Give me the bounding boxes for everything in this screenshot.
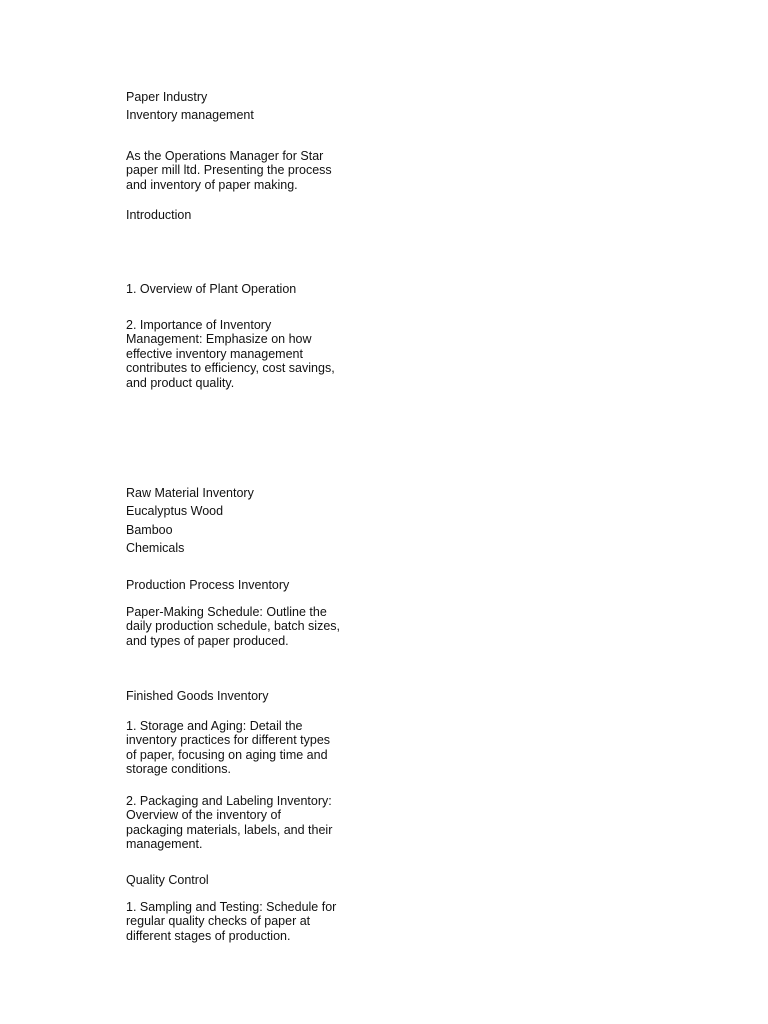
- overview-item: 1. Overview of Plant Operation: [126, 282, 297, 296]
- quality-control-heading: Quality Control: [126, 873, 209, 887]
- raw-material-item: Bamboo: [126, 523, 173, 537]
- packaging-labeling-item: 2. Packaging and Labeling Inventory: Overview of the inventory of packaging materials, labels, and their management.: [126, 794, 333, 852]
- raw-material-item: Chemicals: [126, 541, 185, 555]
- sampling-testing-item: 1. Sampling and Testing: Schedule for regular quality checks of paper at different stages of production.: [126, 900, 337, 943]
- finished-goods-heading: Finished Goods Inventory: [126, 689, 269, 703]
- production-heading: Production Process Inventory: [126, 578, 290, 592]
- intro-paragraph: As the Operations Manager for Star paper mill ltd. Presenting the process and inventory of paper making.: [126, 149, 332, 192]
- storage-aging-item: 1. Storage and Aging: Detail the inventory practices for different types of paper, focusing on aging time and storage conditions.: [126, 719, 331, 777]
- introduction-heading: Introduction: [126, 208, 192, 222]
- doc-title-line-1: Paper Industry: [126, 90, 208, 104]
- doc-title-line-2: Inventory management: [126, 108, 254, 122]
- raw-material-heading: Raw Material Inventory: [126, 486, 254, 500]
- production-schedule: Paper-Making Schedule: Outline the daily production schedule, batch sizes, and types of paper produced.: [126, 605, 341, 648]
- raw-material-item: Eucalyptus Wood: [126, 504, 224, 518]
- importance-item: 2. Importance of Inventory Management: Emphasize on how effective inventory management contributes to efficiency, cost savings, and product quality.: [126, 318, 335, 390]
